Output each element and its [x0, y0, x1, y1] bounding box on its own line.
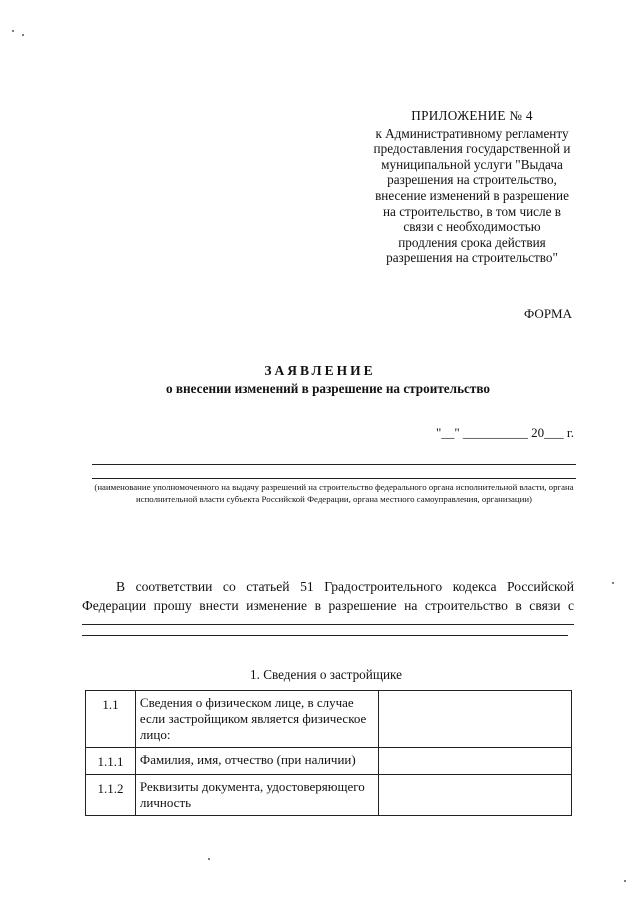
scan-speck	[22, 34, 24, 36]
reason-input-line[interactable]	[82, 624, 574, 625]
appendix-line: связи с необходимостью	[403, 219, 541, 235]
date-field[interactable]: "__" __________ 20___ г.	[436, 425, 574, 440]
row-number: 1.1	[86, 691, 136, 748]
scan-speck	[12, 30, 14, 32]
row-label: Фамилия, имя, отчество (при наличии)	[135, 748, 379, 775]
appendix-line: к Административному регламенту	[375, 125, 569, 141]
appendix-line: разрешения на строительство"	[386, 250, 558, 266]
appendix-header	[355, 108, 589, 266]
appendix-line: продления срока действия	[398, 234, 546, 250]
reason-input-line[interactable]	[82, 635, 568, 636]
table-row	[86, 691, 572, 748]
document-title: ЗАЯВЛЕНИЕ	[264, 363, 376, 378]
appendix-title: ПРИЛОЖЕНИЕ № 4	[411, 108, 533, 123]
row-value-cell[interactable]	[379, 748, 572, 775]
request-paragraph-text: В соответствии со статьей 51 Градостроительного кодекса Российской Федерации прошу внести изменение в разрешение на строительство в связи с	[82, 579, 574, 613]
section-title: 1. Сведения о застройщике	[250, 667, 402, 682]
appendix-line: предоставления государственной и	[373, 141, 571, 157]
table-row	[86, 775, 572, 816]
appendix-line: на строительство, в том числе в	[383, 203, 561, 219]
appendix-line: внесение изменений в разрешение	[375, 187, 569, 203]
request-paragraph	[82, 578, 574, 615]
document-subtitle: о внесении изменений в разрешение на строительство	[165, 381, 490, 396]
row-number: 1.1.2	[86, 775, 136, 816]
scan-speck	[612, 582, 614, 584]
row-number: 1.1.1	[86, 748, 136, 775]
row-value-cell[interactable]	[379, 691, 572, 748]
scan-speck	[624, 880, 626, 882]
appendix-line: муниципальной услуги "Выдача	[381, 156, 563, 172]
organization-name-line[interactable]	[92, 464, 576, 465]
form-label: ФОРМА	[524, 306, 572, 321]
row-label: Сведения о физическом лице, в случае если застройщиком является физическое лицо:	[135, 691, 379, 748]
table-row	[86, 748, 572, 775]
row-value-cell[interactable]	[379, 775, 572, 816]
row-label: Реквизиты документа, удостоверяющего личность	[135, 775, 379, 816]
developer-info-table	[85, 690, 572, 816]
appendix-line: разрешения на строительство,	[387, 172, 557, 188]
organization-name-line[interactable]	[92, 478, 576, 479]
scan-speck	[208, 858, 210, 860]
organization-caption: (наименование уполномоченного на выдачу разрешений на строительство федерального органа исполнительной власти, органа исполнительной власти субъекта Российской Федерации, органа местного самоуправления, организации)	[94, 482, 574, 504]
